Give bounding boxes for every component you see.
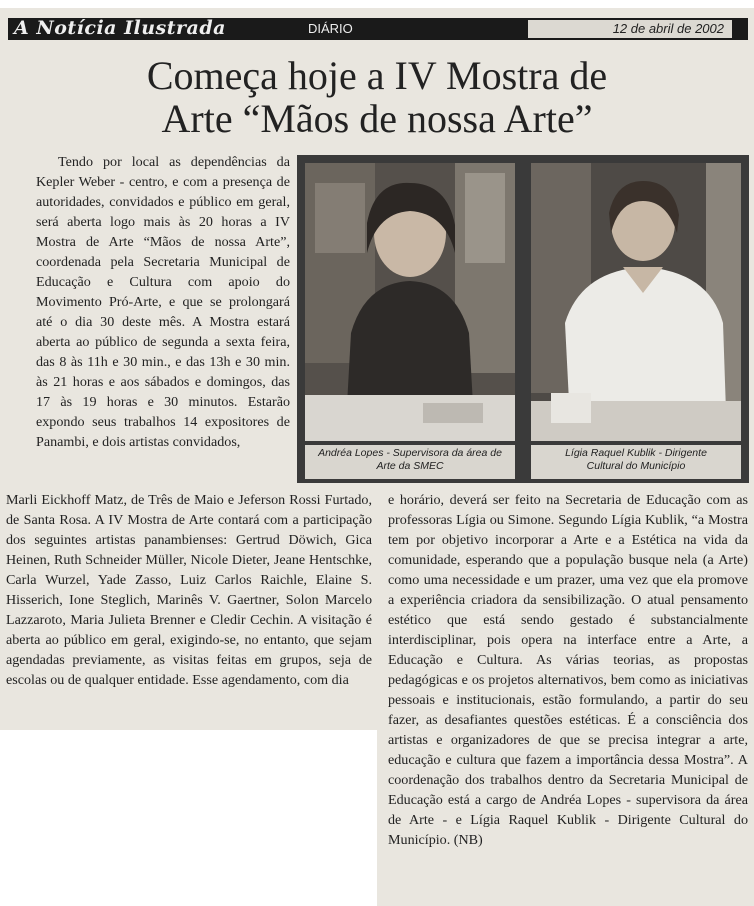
caption-ligia-line-2: Cultural do Município xyxy=(586,460,686,472)
headline-line-1: Começa hoje a IV Mostra de xyxy=(146,53,608,98)
article-paragraph-1: Tendo por local as dependências da Kepler Weber - centro, e com a presença de autoridades, convidados e público em geral, será aberta logo mais às 20 horas a IV Mostra de Arte “Mãos de nossa Arte”, coordenada pela Secretaria Municipal de Educação e Cultura com apoio do Movimento Pró-Arte, e que se prolongará até o dia 30 deste mês. A Mostra estará aberta ao público de segunda a sexta feira, das 8 às 11h e 30 min., e das 13h e 30 min. às 21 horas e aos sábados e domingos, das 17 às 19 horas e 30 minutos. Estarão expondo seus trabalhos 14 expositores de Panambi, e dois artistas convidados, xyxy=(36,154,290,450)
caption-andrea-line-1: Andréa Lopes - Supervisora da área de xyxy=(318,447,502,459)
photo-ligia-image xyxy=(531,163,741,441)
masthead-date: 12 de abril de 2002 xyxy=(528,20,732,38)
photo-andrea-image xyxy=(305,163,515,441)
caption-andrea-line-2: Arte da SMEC xyxy=(376,460,444,472)
article-column-2 xyxy=(6,490,372,690)
caption-ligia-line-1: Lígia Raquel Kublik - Dirigente xyxy=(565,447,707,459)
masthead-section: DIÁRIO xyxy=(308,21,353,36)
article-column-1 xyxy=(36,152,290,452)
photo-andrea-lopes xyxy=(305,163,515,441)
headline-line-2: Arte “Mãos de nossa Arte” xyxy=(161,96,593,141)
photo-caption-ligia xyxy=(531,445,741,479)
photo-caption-andrea xyxy=(305,445,515,479)
photo-ligia-kublik xyxy=(531,163,741,441)
headline xyxy=(12,54,742,140)
masthead-logo: A Notícia Ilustrada xyxy=(14,17,226,39)
photo-block xyxy=(297,155,749,483)
article-paragraph-3: e horário, deverá ser feito na Secretaria de Educação com as professoras Lígia ou Simone. Segundo Lígia Kublik, “a Mostra tem por objetivo incorporar a Arte e a Estética na vida da comunidade, esperando que a população busque nela (a Arte) como uma necessidade e um prazer, uma vez que ela promove a experiência criadora da sensibilização. O atual pensamento estético que está sendo gestado é substancialmente interdisciplinar, pois opera na interface entre a Arte, a Educação e Cultura. As várias teorias, as propostas pedagógicas e os projetos alternativos, bem como as iniciativas pessoais e institucionais, estão formulando, a partir do seu fazer, as desafiantes questões estéticas. É a consciência dos artistas e organizadores de que se precisa integrar a arte, educação e cultura que fazem a importância dessa Mostra”. A coordenação dos trabalhos dentro da Secretaria Municipal de Educação está a cargo de Andréa Lopes - supervisora da área de Arte - e Lígia Raquel Kublik - Dirigente Cultural do Município. (NB) xyxy=(388,492,748,848)
masthead xyxy=(8,18,748,40)
article-column-3 xyxy=(388,490,748,850)
article-paragraph-2: Marli Eickhoff Matz, de Três de Maio e Jeferson Rossi Furtado, de Santa Rosa. A IV Mostra de Arte contará com a participação dos seguintes artistas panambienses: Gertrud Döwich, Gica Heinen, Ruth Schneider Müller, Nicole Dieter, Jeane Hentschke, Carla Wurzel, Yade Zasso, Luiz Carlos Raichle, Elaine S. Hisserich, Ione Steglich, Marinês V. Gaertner, Solon Marcelo Lazzaroto, Maria Julieta Brenner e Cledir Cechin. A visitação é aberta ao público em geral, exigindo-se, no entanto, que sejam agendadas previamente, as visitas feitas em grupos, seja de escolas ou de qualquer entidade. Esse agendamento, com dia xyxy=(6,492,372,688)
